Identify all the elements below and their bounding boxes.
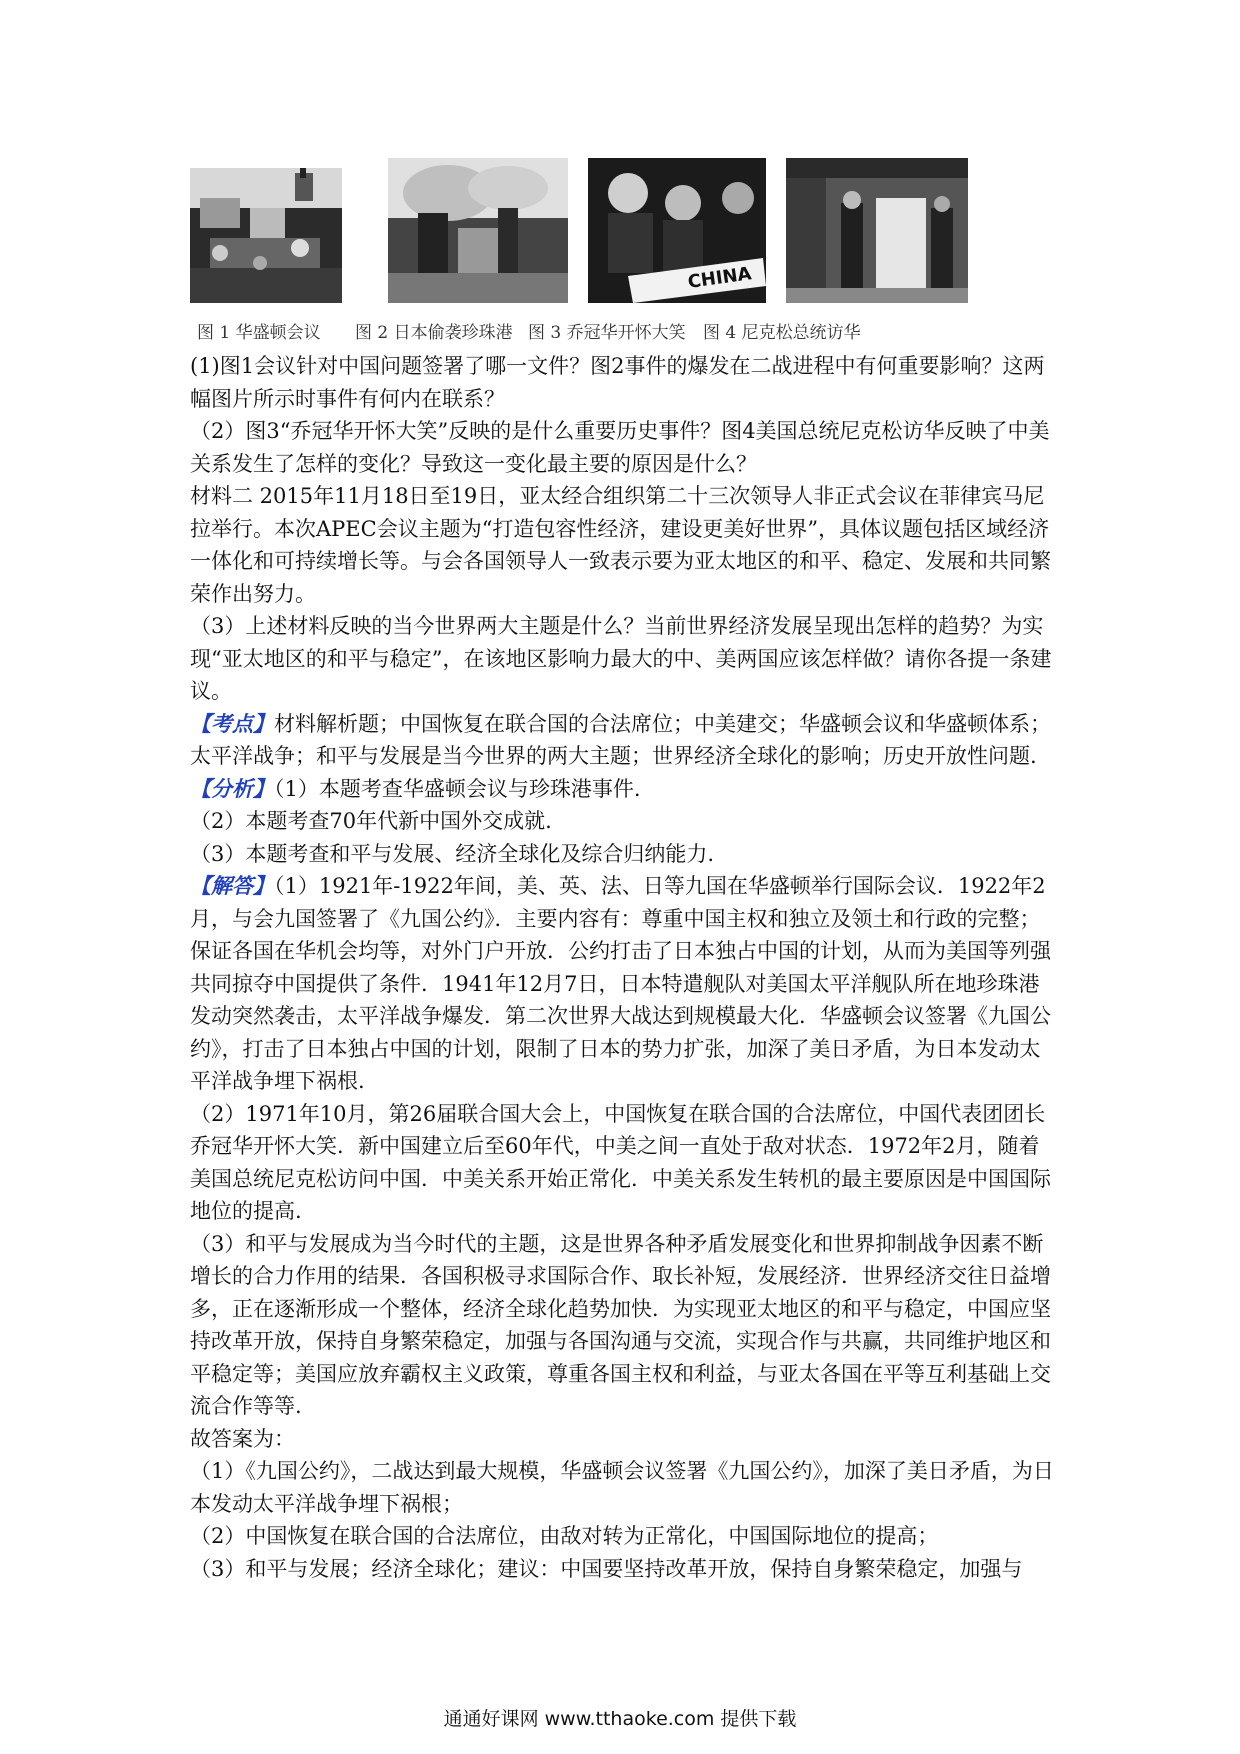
question-3 — [190, 610, 1060, 708]
analysis-label: 【分析】 — [190, 775, 274, 801]
paragraph-text: （3）上述材料反映的当今世界两大主题是什么？当前世界经济发展呈现出怎样的趋势？为实现“亚太地区的和平与稳定”，在该地区影响力最大的中、美两国应该怎样做？请你各提一条建议。 — [190, 614, 1052, 703]
analysis-item — [190, 838, 1060, 871]
analysis — [190, 773, 1060, 806]
paragraph-text: 材料二 2015年11月18日至19日，亚太经合组织第二十三次领导人非正式会议在菲律宾马尼拉举行。本次APEC会议主题为“打造包容性经济，建设更美好世界”，具体议题包括区域经济一体化和可持续增长等。与会各国领导人一致表示要为亚太地区的和平、稳定、发展和共同繁荣作出努力。 — [190, 484, 1051, 606]
answer-heading — [190, 1423, 1060, 1456]
figure-captions — [0, 318, 1240, 342]
paragraph-text: （1）本题考查华盛顿会议与珍珠港事件. — [274, 776, 641, 801]
paragraph-text: （1）1921年-1922年间，美、英、法、日等九国在华盛顿举行国际会议．1922年2月，与会九国签署了《九国公约》．主要内容有：尊重中国主权和独立及领土和行政的完整；保证各国在华机会均等，对外门户开放．公约打击了日本独占中国的计划，从而为美国等列强共同掠夺中国提供了条件．1941年12月7日，日本特遣舰队对美国太平洋舰队所在地珍珠港发动突然袭击，太平洋战争爆发．第二次世界大战达到规模最大化．华盛顿会议签署《九国公约》，打击了日本独占中国的计划，限制了日本的势力扩张，加深了美日矛盾，为日本发动太平洋战争埋下祸根. — [190, 874, 1051, 1093]
figure-2-pearl-harbor-photo — [388, 158, 568, 303]
figure-3-qiao-guanhua-photo — [588, 158, 766, 303]
material-2 — [190, 480, 1060, 610]
paragraph-text: （2）1971年10月，第26届联合国大会上，中国恢复在联合国的合法席位，中国代表团团长乔冠华开怀大笑．新中国建立后至60年代，中美之间一直处于敌对状态．1972年2月，随着美国总统尼克松访问中国．中美关系开始正常化．中美关系发生转机的最主要原因是中国国际地位的提高. — [190, 1101, 1051, 1223]
answer-item — [190, 1455, 1060, 1520]
paragraph-text: (1)图1会议针对中国问题签署了哪一文件？图2事件的爆发在二战进程中有何重要影响？这两幅图片所示时事件有何内在联系？ — [190, 354, 1045, 411]
analysis-item — [190, 805, 1060, 838]
figure-caption: 图 1 华盛顿会议 — [197, 323, 321, 343]
paragraph-text: （3）和平与发展；经济全球化；建议：中国要坚持改革开放，保持自身繁荣稳定，加强与 — [190, 1556, 1023, 1581]
paragraph-text: 材料解析题；中国恢复在联合国的合法席位；中美建交；华盛顿会议和华盛顿体系；太平洋战争；和平与发展是当今世界的两大主题；世界经济全球化的影响；历史开放性问题. — [190, 711, 1051, 768]
solution-item — [190, 1228, 1060, 1423]
paragraph-text: （2）中国恢复在联合国的合法席位，由敌对转为正常化，中国国际地位的提高； — [190, 1524, 939, 1548]
paragraph-text: 故答案为： — [190, 1426, 295, 1451]
question-1 — [190, 350, 1060, 415]
page-footer: 通通好课网 www.tthaoke.com 提供下载 — [443, 1708, 797, 1730]
paragraph-text: （3）本题考查和平与发展、经济全球化及综合归纳能力. — [190, 841, 715, 866]
paragraph-text: （1）《九国公约》，二战达到最大规模，华盛顿会议签署《九国公约》，加深了美日矛盾，为日本发动太平洋战争埋下祸根； — [190, 1459, 1054, 1516]
answer-item — [190, 1520, 1060, 1553]
figure-strip — [190, 158, 970, 303]
document-body — [190, 350, 1060, 1585]
paragraph-text: （2）图3“乔冠华开怀大笑”反映的是什么重要历史事件？图4美国总统尼克松访华反映了中美关系发生了怎样的变化？导致这一变化最主要的原因是什么？ — [190, 419, 1050, 476]
figure-4-nixon-visit-photo — [786, 158, 968, 303]
figure-caption: 图 4 尼克松总统访华 — [703, 323, 861, 343]
figure-caption: 图 3 乔冠华开怀大笑 — [528, 323, 686, 343]
paragraph-text: （3）和平与发展成为当今时代的主题，这是世界各种矛盾发展变化和世界抑制战争因素不断增长的合力作用的结果．各国积极寻求国际合作、取长补短，发展经济．世界经济交往日益增多，正在逐渐形成一个整体，经济全球化趋势加快．为实现亚太地区的和平与稳定，中国应坚持改革开放，保持自身繁荣稳定，加强与各国沟通与交流，实现合作与共赢，共同维护地区和平稳定等；美国应放弃霸权主义政策，尊重各国主权和利益，与亚太各国在平等互利基础上交流合作等等. — [190, 1231, 1051, 1418]
answer-item — [190, 1553, 1060, 1586]
figure-caption: 图 2 日本偷袭珍珠港 — [355, 323, 513, 343]
solution-item — [190, 1098, 1060, 1228]
paragraph-text: （2）本题考查70年代新中国外交成就. — [190, 809, 552, 833]
question-2 — [190, 415, 1060, 480]
solution-label: 【解答】 — [190, 873, 274, 898]
solution — [190, 870, 1060, 1098]
figure-1-washington-conference-photo — [190, 168, 342, 303]
key-points-label: 【考点】 — [190, 710, 274, 736]
china-sign-text: CHINA — [686, 263, 753, 293]
key-points — [190, 708, 1060, 773]
